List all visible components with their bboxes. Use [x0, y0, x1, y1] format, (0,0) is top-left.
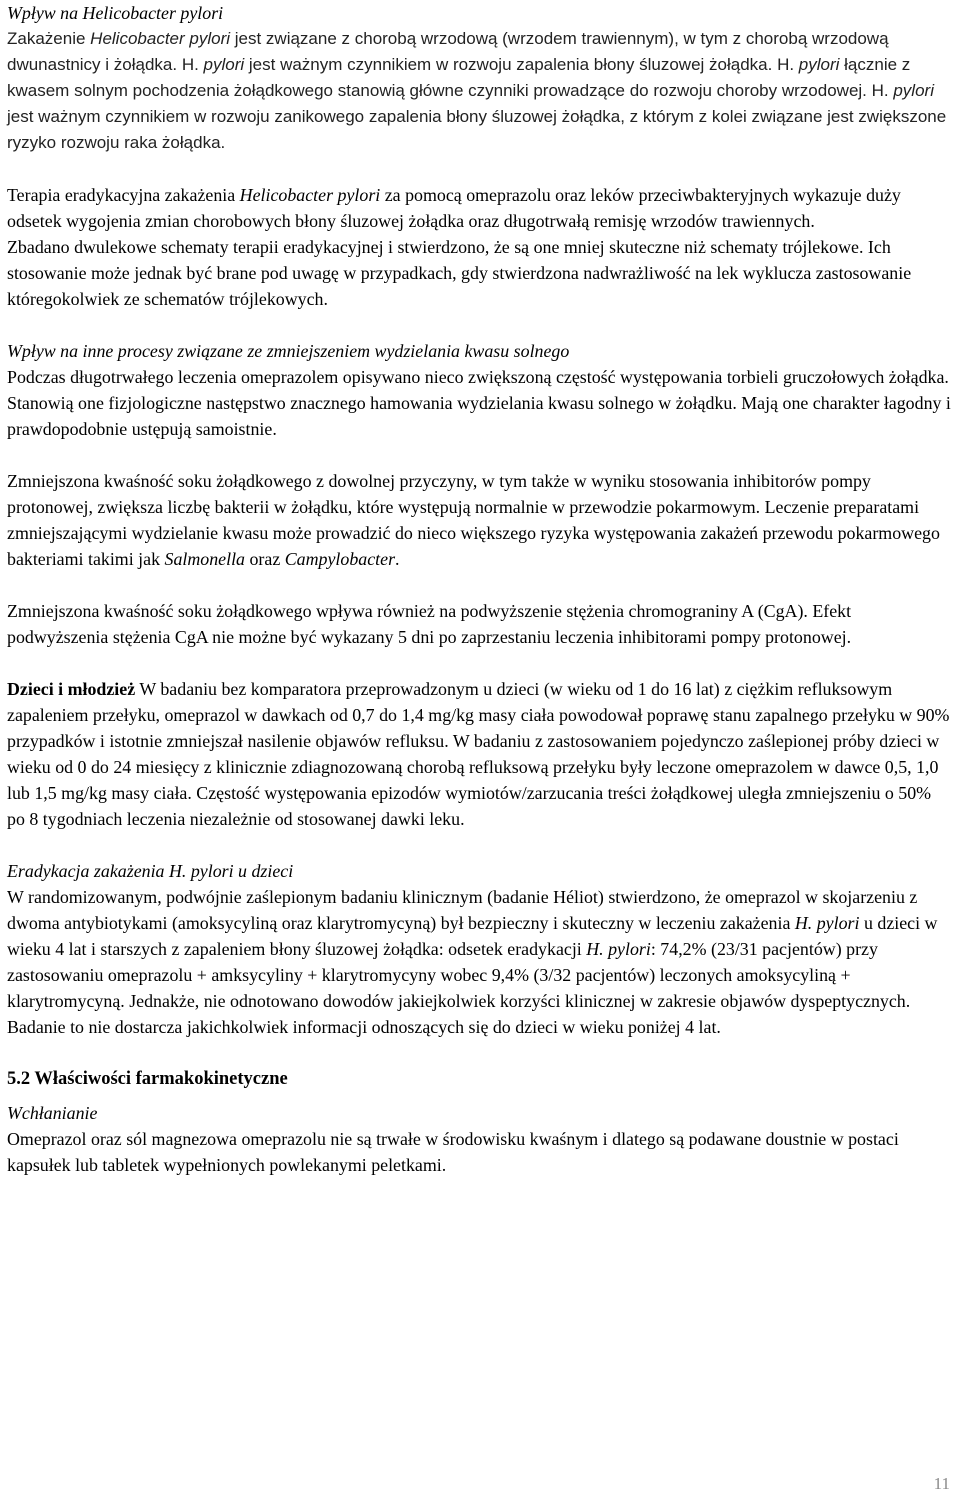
- cga-paragraph: Zmniejszona kwaśność soku żołądkowego wpływa również na podwyższenie stężenia chromograniny A (CgA). Efekt podwyższenia stężenia CgA nie możne być wykazany 5 dni po zaprzestaniu leczenia inhibitorami pompy protonowej.: [7, 601, 852, 647]
- hp-italic-1: Helicobacter pylori: [90, 29, 231, 48]
- acidity-italic-campylobacter: Campylobacter: [284, 549, 396, 569]
- absorption-paragraph: Omeprazol oraz sól magnezowa omeprazolu nie są trwałe w środowisku kwaśnym i dlatego są podawane doustnie w postaci kapsułek lub tabletek wypełnionych powlekanymi peletkami.: [7, 1129, 899, 1175]
- children-paragraph: [7, 676, 953, 832]
- document-page: [7, 0, 953, 1178]
- acidity-paragraph: [7, 468, 953, 572]
- eradication-title: [7, 858, 953, 884]
- hp-section-title-text: Wpływ na Helicobacter pylori: [7, 3, 224, 23]
- hp-text-3: jest ważnym czynnikiem w rozwoju zapalenia błony śluzowej żołądka. H.: [244, 55, 799, 74]
- erad-italic-1: H. pylori: [794, 913, 860, 933]
- dual-therapy-paragraph: Zbadano dwulekowe schematy terapii eradykacyjnej i stwierdzono, że są one mniej skuteczne niż schematy trójlekowe. Ich stosowanie może jednak być brane pod uwagę w przypadkach, gdy stwierdzona nadwrażliwość na lek wyklucza zastosowanie któregokolwiek ze schematów trójlekowych.: [7, 237, 912, 309]
- therapy-italic: Helicobacter pylori: [239, 185, 381, 205]
- therapy-text-2: za pomocą omeprazolu oraz leków przeciwbakteryjnych wykazuje duży odsetek wygojenia zmian chorobowych błony śluzowej żołądka oraz długotrwałą remisję wrzodów trawiennych.: [7, 185, 901, 231]
- erad-text-3: : 74,2% (23/31 pacjentów) przy zastosowaniu omeprazolu + amksycyliny + klarytromycyny wobec 9,4% (3/32 pacjentów) leczonych amoksycyliną + klarytromycyną. Jednakże, nie odnotowano dowodów jakiejkolwiek korzyści klinicznej w zakresie objawów dyspeptycznych. Badanie to nie dostarcza jakichkolwiek informacji odnoszących się do dzieci w wieku poniżej 4 lat.: [7, 939, 911, 1037]
- absorption-title: [7, 1100, 953, 1126]
- therapy-paragraph: [7, 182, 953, 234]
- eradication-title-text: Eradykacja zakażenia H. pylori u dzieci: [7, 861, 294, 881]
- hp-text-1: Zakażenie: [7, 29, 91, 48]
- hp-section-title: [7, 0, 953, 26]
- acidity-text-2: oraz: [245, 549, 285, 569]
- therapy-text-1: Terapia eradykacyjna zakażenia: [7, 185, 240, 205]
- eradication-paragraph: [7, 884, 953, 1040]
- erad-text-1: W randomizowanym, podwójnie zaślepionym badaniu klinicznym (badanie Héliot) stwierdzono, że omeprazol w skojarzeniu z dwoma antybiotykami (amoksycyliną oraz klarytromycyną) był bezpieczny i skuteczny w leczeniu zakażenia: [7, 887, 918, 933]
- hp-text-2: jest związane z chorobą wrzodową (wrzodem trawiennym), w tym z chorobą wrzodową dwunastnicy i żołądka. H.: [7, 29, 889, 74]
- hp-italic-2: pylori: [203, 55, 245, 74]
- acidity-text-3: .: [395, 549, 400, 569]
- children-label: Dzieci i młodzież: [7, 679, 136, 699]
- children-text: W badaniu bez komparatora przeprowadzonym u dzieci (w wieku od 1 do 16 lat) z ciężkim refluksowym zapaleniem przełyku, omeprazol w dawkach od 0,7 do 1,4 mg/kg masy ciała powodował poprawę stanu zapalnego przełyku w 90% przypadków i istotnie zmniejszał nasilenie objawów refluksu. W badaniu z zastosowaniem pojedynczo zaślepionej próby dzieci w wieku od 0 do 24 miesięcy z klinicznie zdiagnozowaną chorobą refluksową przełyku były leczone omeprazolem w dawce 0,5, 1,0 lub 1,5 mg/kg masy ciała. Częstość występowania epizodów wymiotów/zarzucania treści żołądkowej uległa zmniejszeniu o 50% po 8 tygodniach leczenia niezależnie od stosowanej dawki leku.: [7, 679, 950, 829]
- hp-italic-4: pylori: [893, 81, 934, 100]
- page-number: 11: [933, 1474, 950, 1493]
- hp-italic-3: pylori: [798, 55, 840, 74]
- erad-italic-2: H. pylori: [586, 939, 651, 959]
- absorption-title-text: Wchłanianie: [7, 1103, 98, 1123]
- hp-text-4: łącznie z kwasem solnym pochodzenia żołądkowego stanowią główne czynniki prowadzące do rozwoju choroby wrzodowej. H.: [7, 55, 911, 100]
- acidity-italic-salmonella: Salmonella: [164, 549, 245, 569]
- hp-paragraph: [7, 26, 953, 156]
- other-processes-title: [7, 338, 953, 364]
- pk-section-heading: 5.2 Właściwości farmakokinetyczne: [7, 1069, 288, 1089]
- hp-text-5: jest ważnym czynnikiem w rozwoju zanikowego zapalenia błony śluzowej żołądka, z którym z kolei związane jest zwiększone ryzyko rozwoju raka żołądka.: [7, 107, 947, 152]
- other-processes-paragraph: Podczas długotrwałego leczenia omeprazolem opisywano nieco zwiększoną częstość występowania torbieli gruczołowych żołądka. Stanowią one fizjologiczne następstwo znacznego hamowania wydzielania kwasu solnego w żołądku. Mają one charakter łagodny i prawdopodobnie ustępują samoistnie.: [7, 367, 951, 439]
- acidity-text-1: Zmniejszona kwaśność soku żołądkowego z dowolnej przyczyny, w tym także w wyniku stosowania inhibitorów pompy protonowej, zwiększa liczbę bakterii w żołądku, które występują normalnie w przewodzie pokarmowym. Leczenie preparatami zmniejszającymi wydzielanie kwasu może prowadzić do nieco większego ryzyka występowania zakażeń przewodu pokarmowego bakteriami takimi jak: [7, 471, 940, 569]
- erad-text-2: u dzieci w wieku 4 lat i starszych z zapaleniem błony śluzowej żołądka: odsetek eradykacji: [7, 913, 938, 959]
- other-processes-title-text: Wpływ na inne procesy związane ze zmniejszeniem wydzielania kwasu solnego: [7, 341, 570, 361]
